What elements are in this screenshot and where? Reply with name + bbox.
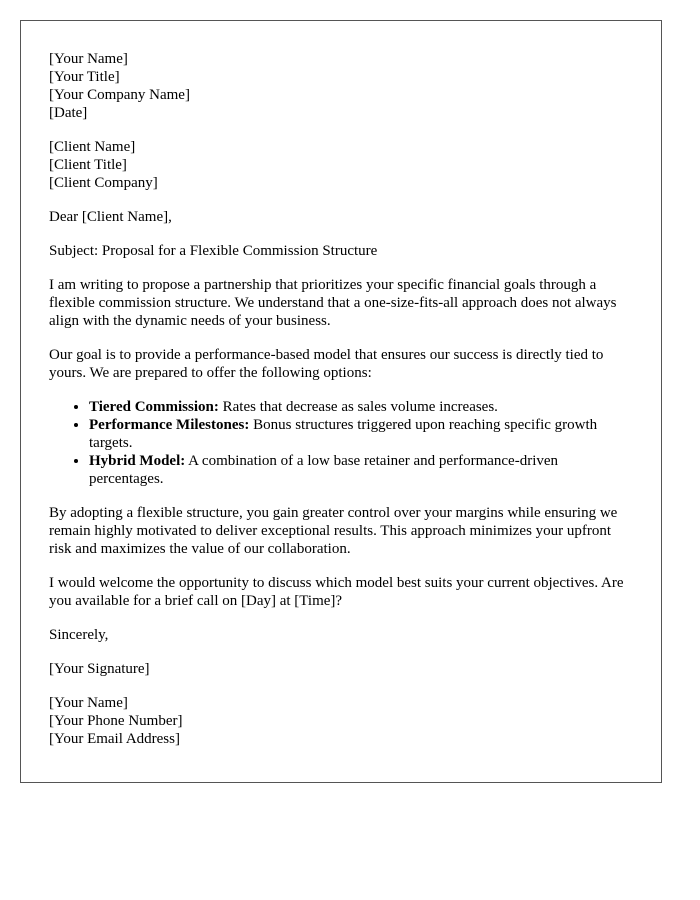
recipient-company: [Client Company] [49,175,158,191]
options-list [49,398,633,488]
option-description: A combination of a low base retainer and performance-driven percentages. [89,453,559,487]
contact-name: [Your Name] [49,695,128,711]
goal-paragraph: Our goal is to provide a performance-based model that ensures our success is directly tied to yours. We are prepared to offer the following options: [49,347,604,381]
option-term: Tiered Commission: [89,399,219,415]
sender-name: [Your Name] [49,51,128,67]
contact-email: [Your Email Address] [49,731,180,747]
signature: [Your Signature] [49,661,150,677]
subject-line: Subject: Proposal for a Flexible Commission Structure [49,243,378,259]
letter-date: [Date] [49,105,88,121]
option-description: Rates that decrease as sales volume increases. [218,399,498,415]
closing-paragraph: I would welcome the opportunity to discuss which model best suits your current objectives. Are you available for a brief call on [Day] at [Time]? [49,575,624,609]
recipient-block [49,138,633,192]
benefit-paragraph: By adopting a flexible structure, you gain greater control over your margins while ensuring we remain highly motivated to deliver exceptional results. This approach minimizes your upfront risk and maximizes the value of our collaboration. [49,505,618,557]
option-term: Hybrid Model: [89,453,186,469]
recipient-name: [Client Name] [49,139,136,155]
recipient-title: [Client Title] [49,157,127,173]
list-item [89,452,633,488]
option-description: Bonus structures triggered upon reaching specific growth targets. [89,417,598,451]
sender-company: [Your Company Name] [49,87,190,103]
letter-page [20,20,662,783]
salutation: Dear [Client Name], [49,209,172,225]
intro-paragraph: I am writing to propose a partnership that prioritizes your specific financial goals through a flexible commission structure. We understand that a one-size-fits-all approach does not always align with the dynamic needs of your business. [49,277,617,329]
list-item [89,398,633,416]
list-item [89,416,633,452]
contact-phone: [Your Phone Number] [49,713,183,729]
contact-block [49,694,633,748]
option-term: Performance Milestones: [89,417,250,433]
signoff: Sincerely, [49,627,109,643]
sender-title: [Your Title] [49,69,120,85]
sender-block [49,50,633,122]
